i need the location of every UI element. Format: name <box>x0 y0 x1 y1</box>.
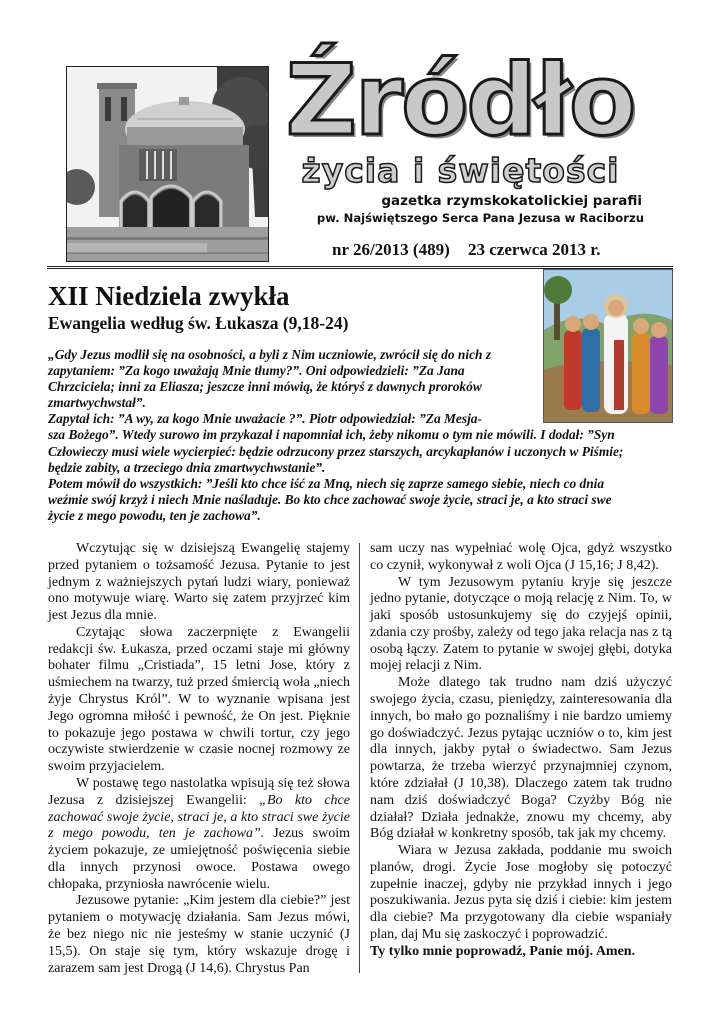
body-paragraph: Jezusowe pytanie: „Kim jestem dla ciebie?” jest pytaniem o motywację działania. Sam Jezus mówi, że bez niego nic nie jesteśmy w stanie uczynić (J 15,5). On staje się tym, który wskazuje drogę i zarazem sam jest Drogą (J 14,6). Chrystus Pan <box>48 893 350 976</box>
issue-line <box>332 240 612 260</box>
gospel-line: zmartwychwstał”. <box>48 395 146 411</box>
body-column-right <box>370 541 672 961</box>
body-text: W postawę tego nastolatka wpisują się też słowa Jezusa z dzisiejszej Ewangelii: <box>48 775 350 808</box>
parish-name: pw. Najświętszego Serca Pana Jezusa w Raciborzu <box>316 211 644 225</box>
church-photo <box>66 66 269 262</box>
church-image <box>67 67 268 261</box>
gospel-line: będzie zabity, a trzeciego dnia zmartwychwstanie”. <box>48 459 326 475</box>
gospel-line: weźmie swój krzyż i niech Mnie naśladuje. Bo kto chce zachować swoje życie, straci je, a kto straci swe <box>48 491 612 507</box>
gospel-quote: „Bo kto chce zachować swoje życie, straci je, a kto straci swe życie z mego powodu, ten je zachowa”. <box>48 792 350 842</box>
masthead-title: Źródło <box>285 44 635 158</box>
body-paragraph: Wiara w Jezusa zakłada, poddanie mu swoich planów, drogi. Życie Jose mogłoby się potoczyć zupełnie inaczej, gdyby nie przykład innych i jego poszukiwania. Jezus pyta się dziś i ciebie: kim jestem dla ciebie? Ma przygotowany dla ciebie wspaniały plan, daj Mu się zaskoczyć i poprowadzić. <box>370 843 672 942</box>
body-paragraph: Czytając słowa zaczerpnięte z Ewangelii redakcji św. Łukasza, przed oczami staje mi główny bohater filmu „Cristiada”, 15 letni Jose, który z uśmiechem na twarzy, tuż przed śmiercią woła „niech żyje Chrystus Król”. W to wyznanie wpisana jest Jego ogromna miłość i pewność, że On jest. Pięknie to pokazuje jego postawa w chwili tortur, czy jego oczywiste stwierdzenie w czasie nocnej rozmowy ze swoim przyjacielem. <box>48 624 350 775</box>
gospel-line: „Gdy Jezus modlił się na osobności, a byli z Nim uczniowie, zwrócił się do nich z <box>48 347 492 362</box>
column-divider <box>359 543 360 973</box>
body-paragraph <box>48 776 350 893</box>
body-paragraph: Wczytując się w dzisiejszą Ewangelię stajemy przed pytaniem o tożsamość Jezusa. Pytanie to jest jednym z ważniejszych pytań ludzi wiary, ponieważ ono motywuje wiarę. Warto się zatem przyjrzeć kim jest Jezus dla mnie. <box>48 541 350 624</box>
gospel-line: Człowieczy musi wiele wycierpieć: będzie odrzucony przez starszych, arcykapłanów i uczonych w Piśmie; <box>48 443 624 459</box>
issue-number: nr 26/2013 (489) <box>332 240 450 259</box>
parish-tagline: gazetka rzymskokatolickiej parafii <box>381 193 642 209</box>
gospel-line: Potem mówił do wszystkich: ”Jeśli kto chce iść za Mną, niech się zaprze samego siebie, niech co dnia <box>48 475 605 491</box>
body-paragraph: sam uczy nas wypełniać wolę Ojca, gdyż wszystko co czynił, wykonywał z woli Ojca (J 15,16; J 8,42). <box>370 541 672 573</box>
gospel-line: Zapytał ich: ”A wy, za kogo Mnie uważacie ?”. Piotr odpowiedział: ”Za Mesja- <box>48 411 482 427</box>
gospel-text <box>48 347 674 524</box>
gospel-line: Chrzciciela; inni za Eliasza; jeszcze inni mówią, że któryś z dawnych proroków <box>48 379 482 395</box>
body-column-left <box>48 541 350 977</box>
gospel-line: życie z mego powodu, ten je zachowa”. <box>48 507 261 523</box>
body-paragraph: W tym Jezusowym pytaniu kryje się jeszcze jedno pytanie, dotyczące o moją relację z Nim. To, w jaki sposób ustosunkujemy się do czyjejś opinii, zdania czy prośby, zależy od tego jaka relacja nas z tą osobą łączy. Zatem to pytanie w swojej głębi, dotyka mojej relacji z Nim. <box>370 574 672 674</box>
issue-date: 23 czerwca 2013 r. <box>468 240 601 259</box>
masthead-subtitle: życia i świętości <box>301 151 620 190</box>
gospel-reference: Ewangelia według św. Łukasza (9,18-24) <box>48 313 349 333</box>
article-title: XII Niedziela zwykła <box>48 281 290 311</box>
closing-prayer: Ty tylko mnie poprowadź, Panie mój. Amen. <box>370 943 636 959</box>
body-text: Jezus swoim życiem pokazuje, ze umiejętność poświęcenia siebie dla innych przynosi owoce. Postawa owego chłopaka, przyniosła nawrócenie wielu. <box>48 826 350 892</box>
gospel-line: zapytaniem: ”Za kogo uważają Mnie tłumy?”. Oni odpowiedzieli: ”Za Jana <box>48 363 465 379</box>
body-paragraph: Może dlatego tak trudno nam dziś użyczyć swojego życia, czasu, pieniędzy, zainteresowania dla innych, bo mało go poznaliśmy i nie bardzo umiemy go doświadczyć. Jezus pytając uczniów o to, kim jest dla innych, jakby pytał o świadectwo. Sam Jezus powtarza, że trzeba wierzyć przynajmniej czynom, które zdziałał (J 10,38). Dlaczego zatem tak trudno nam dziś doświadczyć Boga? Czyżby Bóg nie działał? Działa jednakże, znowu my chcemy, aby Bóg działał w konkretny sposób, tak jak my chcemy. <box>370 675 672 842</box>
gospel-line: sza Bożego”. Wtedy surowo im przykazał i napomniał ich, żeby nikomu o tym nie mówili. I dodał: ”Syn <box>48 427 615 443</box>
